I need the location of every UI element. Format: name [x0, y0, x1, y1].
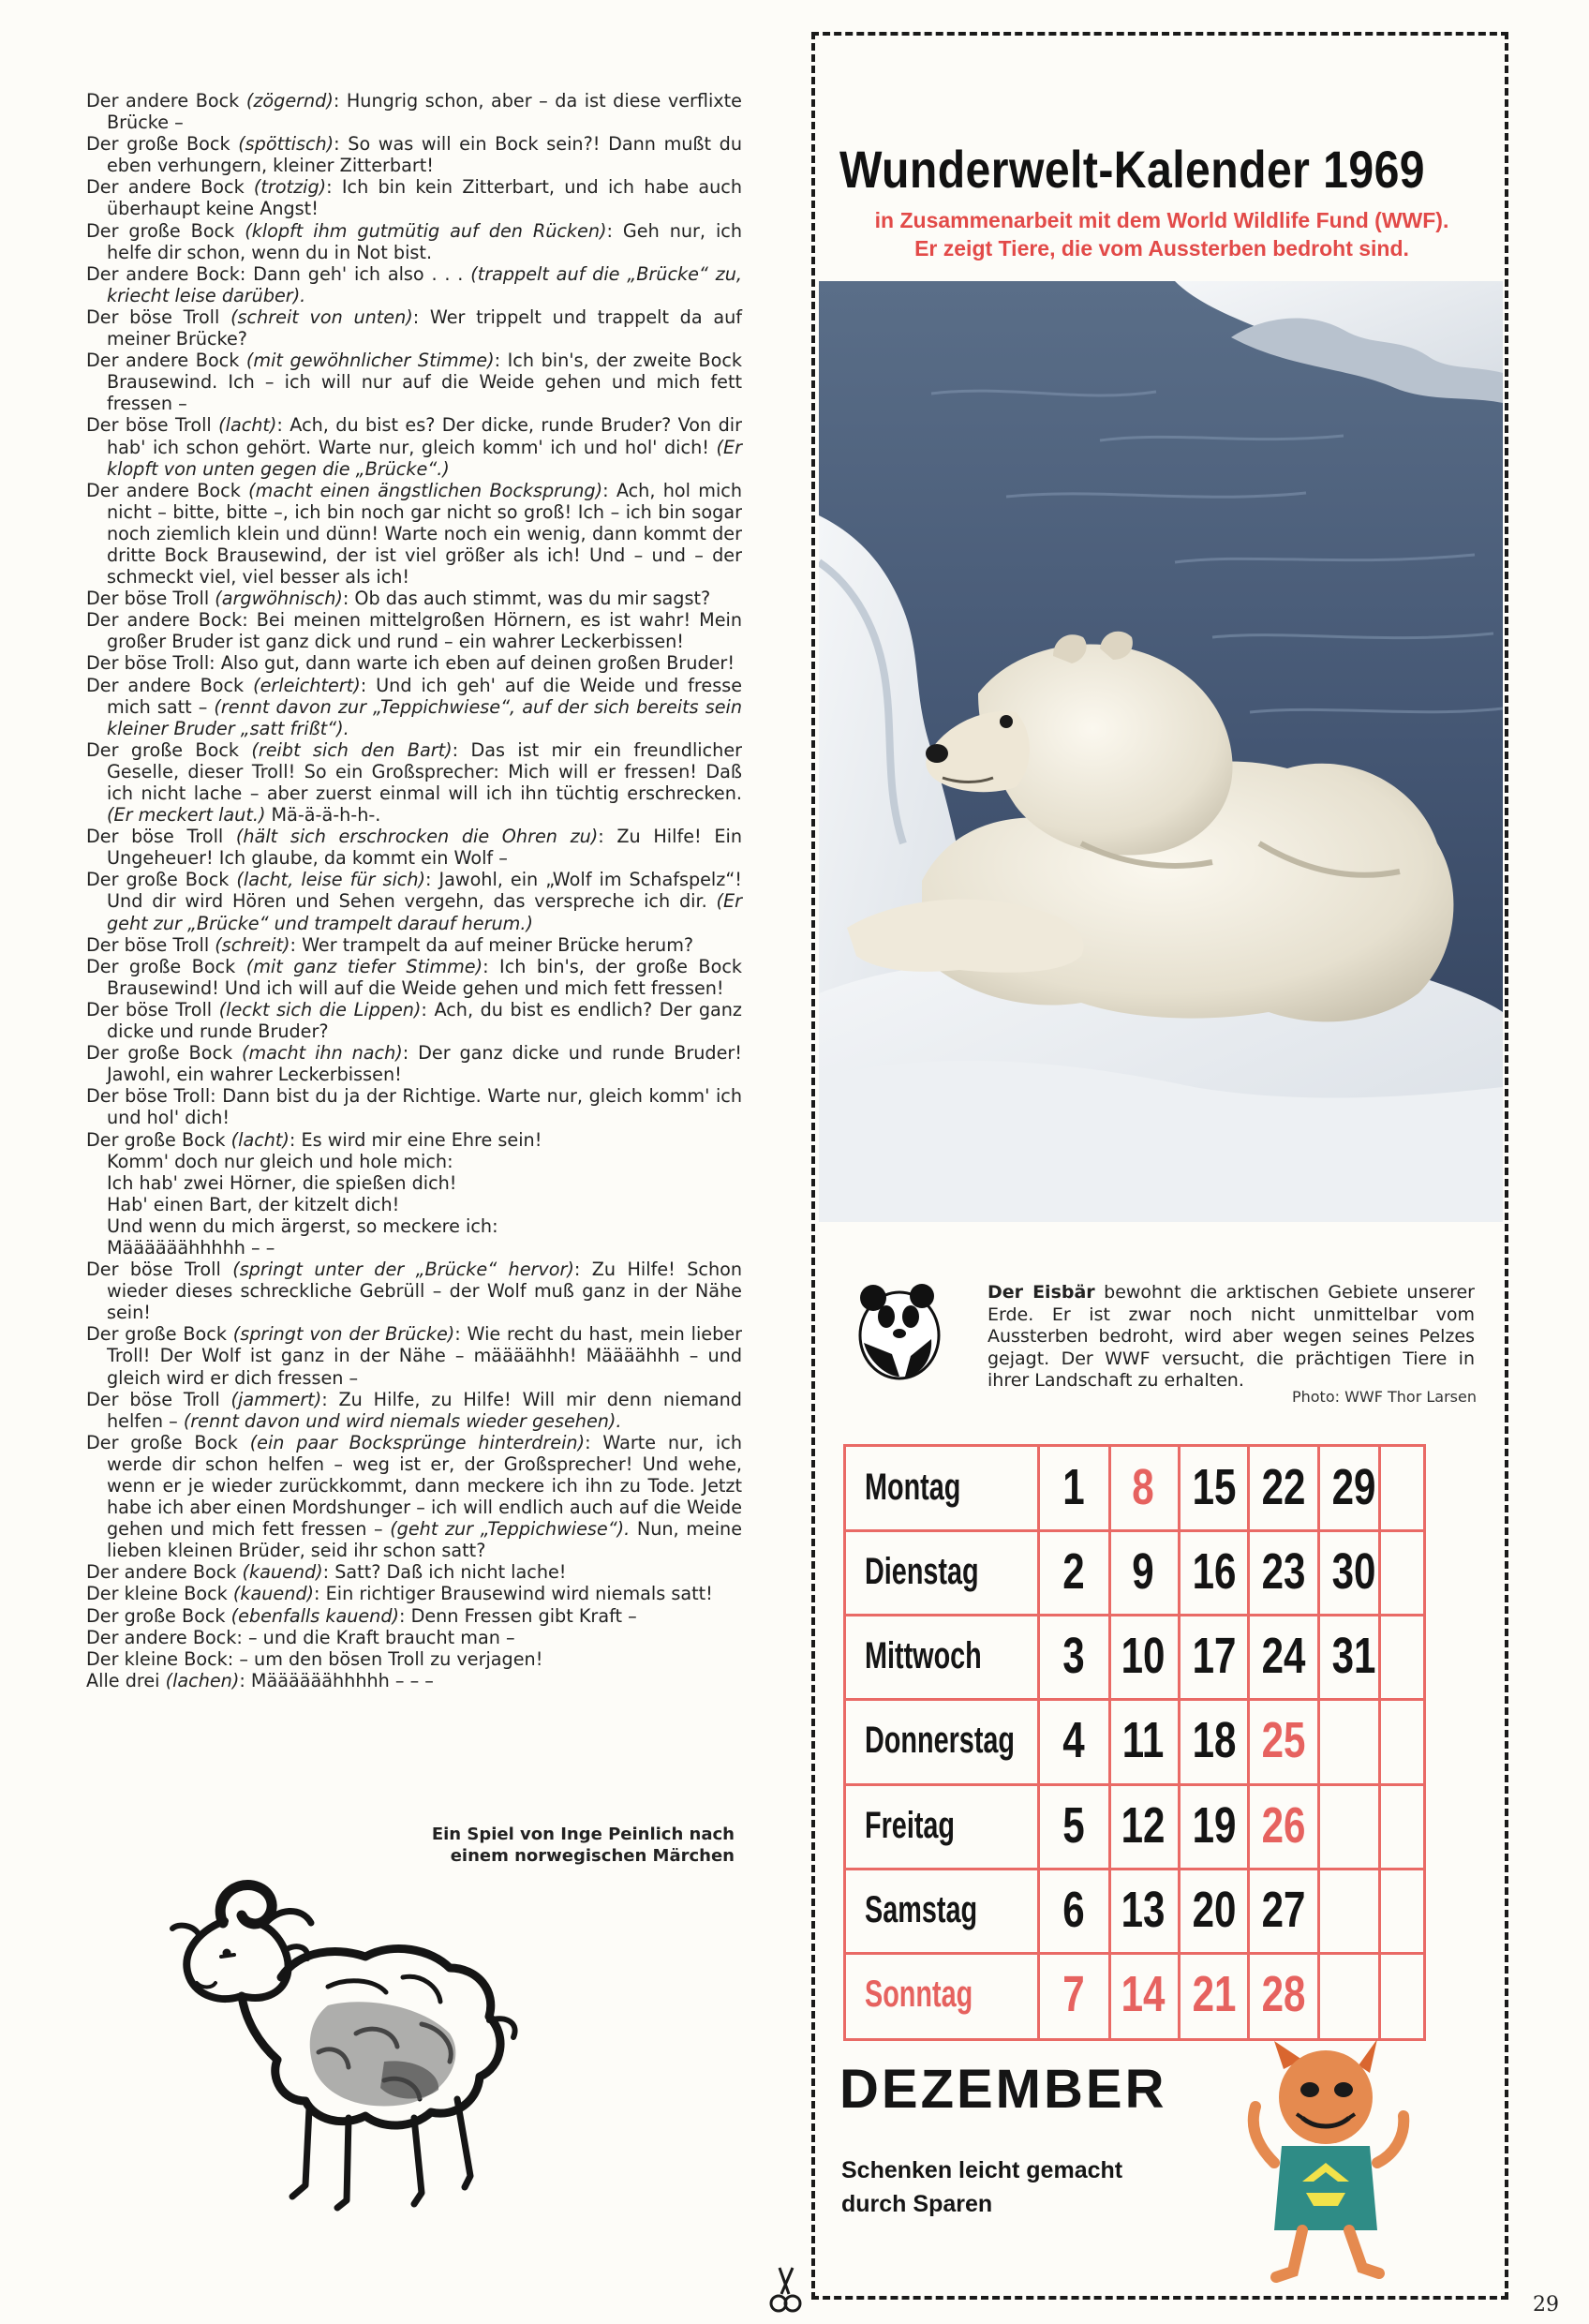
stage-direction: (springt von der Brücke): [232, 1323, 455, 1346]
grid-row-line: [846, 1529, 1423, 1532]
dialogue-text: : Wer trippelt und trappelt da auf meiner Brücke?: [107, 305, 742, 350]
dialogue-text: : Satt? Daß ich nicht lache!: [322, 1561, 567, 1584]
dialogue-text: : Määäääähhhhh – – –: [239, 1669, 434, 1691]
dialogue-line: [86, 869, 742, 933]
stage-direction: (trotzig): [253, 176, 327, 199]
dialogue-text: : Ich bin's, der große Bock Brausewind! Und ich will auf die Weide gehen und mich fett fressen!: [107, 955, 742, 999]
slogan-line-2: durch Sparen: [841, 2191, 993, 2217]
weekday-label: Freitag: [865, 1804, 956, 1846]
date-cell: 28: [1261, 1965, 1306, 2022]
dialogue-line: [86, 1042, 742, 1085]
speaker-name: Der kleine Bock: [86, 1583, 228, 1605]
calendar-subtitle-line-2: Er zeigt Tiere, die vom Aussterben bedroht sind.: [914, 236, 1409, 261]
date-cell: 9: [1132, 1543, 1154, 1601]
slogan-line-1: Schenken leicht gemacht: [841, 2157, 1123, 2183]
date-cell: 22: [1261, 1459, 1306, 1515]
date-cell: 1: [1062, 1459, 1085, 1515]
calendar-row-mittwoch: [846, 1616, 1423, 1696]
speaker-name: Der andere Bock: [86, 1626, 237, 1648]
savings-mascot-illustration: [1237, 2032, 1415, 2285]
dialogue-line: [86, 1670, 742, 1691]
grid-row-line: [846, 1783, 1423, 1786]
speaker-name: Der große Bock: [86, 1128, 226, 1151]
speaker-name: Der böse Troll: [86, 305, 220, 328]
dialogue-text: : Der ganz dicke und runde Bruder! Jawohl, ein wahrer Leckerbissen!: [107, 1042, 742, 1086]
weekday-label: Dienstag: [865, 1551, 979, 1593]
speaker-name: Der böse Troll: [86, 1388, 220, 1410]
dialogue-text: : Ich bin's, der zweite Bock Brausewind. Ich – ich will nur auf die Weide gehen und mich fett fressen –: [107, 350, 742, 415]
dialogue-text: : Ach, du bist es endlich? Der ganz dicke und runde Bruder?: [107, 998, 742, 1043]
dialogue-text: : Ach, du bist es? Der dicke, runde Bruder? Von dir hab' ich schon gehört. Warte nur, gleich komm' ich und hol' dich!: [107, 414, 742, 458]
stage-direction: (hält sich erschrocken die Ohren zu): [235, 826, 599, 848]
dialogue-text: : Wer trampelt da auf meiner Brücke herum?: [290, 933, 694, 956]
stage-direction: (kauend): [242, 1561, 323, 1584]
dialogue-text: Nun, meine lieben kleinen Brüder, seid ihr schon satt?: [107, 1518, 743, 1562]
date-cell: 7: [1062, 1965, 1085, 2022]
speaker-name: Der andere Bock: [86, 176, 245, 199]
date-cell: [1327, 1785, 1381, 1866]
date-cell: 26: [1261, 1796, 1306, 1854]
dialogue-text: : Dann bist du ja der Richtige. Warte nur, gleich komm' ich und hol' dich!: [107, 1085, 742, 1129]
speaker-name: Der böse Troll: [86, 588, 210, 610]
dialogue-line: [86, 934, 742, 956]
dialogue-line: [86, 1605, 742, 1627]
speaker-name: Der böse Troll: [86, 1259, 221, 1281]
calendar-subtitle-line-1: in Zusammenarbeit mit dem World Wildlife Fund (WWF).: [874, 208, 1449, 232]
stage-direction: (argwöhnisch): [215, 588, 343, 610]
date-cell: 23: [1261, 1543, 1306, 1601]
date-cell: 14: [1121, 1965, 1166, 2022]
dialogue-line: [86, 1561, 742, 1583]
month-title: DEZEMBER: [839, 2059, 1167, 2120]
date-cell: 29: [1331, 1459, 1376, 1515]
dialogue-line: [86, 1627, 742, 1648]
calendar-row-donnerstag: [846, 1700, 1423, 1780]
stage-direction: (zögernd): [245, 90, 334, 112]
speaker-name: Alle drei: [86, 1669, 160, 1691]
stage-direction: (jammert): [230, 1388, 322, 1410]
stage-direction: (lacht): [218, 414, 277, 437]
dialogue-line: [86, 999, 742, 1042]
stage-direction: (trappelt auf die „Brücke“ zu, kriecht leise darüber).: [107, 262, 742, 306]
date-cell: 31: [1331, 1628, 1376, 1685]
date-cell: 25: [1261, 1712, 1306, 1769]
speaker-name: Der große Bock: [86, 1604, 226, 1627]
dialogue-line: [86, 1323, 742, 1388]
stage-direction: (ebenfalls kauend): [230, 1604, 399, 1627]
dialogue-line: [86, 350, 742, 414]
stage-direction: (Er meckert laut.): [107, 804, 266, 827]
stage-direction: (springt unter der „Brücke“ hervor): [232, 1259, 574, 1281]
stage-direction: (erleichtert): [253, 674, 361, 696]
speaker-name: Der andere Bock: [86, 262, 240, 285]
date-cell: 10: [1121, 1628, 1166, 1685]
savings-slogan: [841, 2153, 1151, 2221]
verse-line: Hab' einen Bart, der kitzelt dich!: [107, 1193, 400, 1215]
dialogue-text: : Zu Hilfe! Schon wieder dieses schreckliche Gebrüll – der Wolf muß ganz in der Nähe sein!: [107, 1259, 743, 1324]
dialogue-line: [86, 480, 742, 588]
dialogue-text: : Bei meinen mittelgroßen Hörnern, es ist wahr! Mein großer Bruder ist ganz dick und rund – ein wahrer Leckerbissen!: [107, 609, 743, 653]
date-cell: 30: [1331, 1543, 1376, 1601]
dialogue-line: [86, 1129, 742, 1151]
verse-line: Ich hab' zwei Hörner, die spießen dich!: [107, 1171, 457, 1194]
speaker-name: Der große Bock: [86, 219, 235, 242]
speaker-name: Der andere Bock: [86, 1561, 237, 1584]
calendar-row-dienstag: [846, 1531, 1423, 1612]
dialogue-text: : Ein richtiger Brausewind wird niemals satt!: [314, 1583, 713, 1605]
stage-direction: (lacht): [230, 1128, 290, 1151]
dialogue-text: : Also gut, dann warte ich eben auf deinen großen Bruder!: [209, 652, 735, 675]
calendar-row-sonntag: [846, 1954, 1423, 2034]
date-cell: 16: [1192, 1543, 1237, 1601]
dialogue-text: : Ich bin kein Zitterbart, und ich habe auch überhaupt keine Angst!: [107, 176, 742, 220]
dialogue-text: : Das ist mir ein freundlicher Geselle, dieser Troll! So ein Großsprecher: Mich will er fressen! Daß ich nicht lache – aber zuerst einmal will ich ihn tüchtig erschrecken.: [107, 738, 743, 804]
speaker-name: Der andere Bock: [86, 674, 245, 696]
date-cell: 24: [1261, 1628, 1306, 1685]
verse-line: Und wenn du mich ärgerst, so meckere ich:: [107, 1214, 498, 1237]
wwf-panda-logo-icon: [851, 1279, 944, 1382]
grid-row-line: [846, 1868, 1423, 1870]
date-cell: 12: [1121, 1796, 1166, 1854]
date-cell: 13: [1121, 1881, 1166, 1938]
photo-credit: Photo: WWF Thor Larsen: [1291, 1388, 1477, 1406]
calendar-row-montag: [846, 1447, 1423, 1527]
stage-direction: (macht ihn nach): [242, 1042, 403, 1065]
calendar-grid: [843, 1444, 1426, 2041]
speaker-name: Der andere Bock: [86, 350, 240, 372]
date-cell: [1327, 1870, 1381, 1950]
calendar-subtitle: [843, 206, 1480, 262]
dialogue-line: [86, 176, 742, 219]
dialogue-line: [86, 826, 742, 869]
dialogue-line: [86, 675, 742, 739]
calendar-row-samstag: [846, 1870, 1423, 1950]
speaker-name: Der große Bock: [86, 738, 240, 761]
credit-line-2: einem norwegischen Märchen: [450, 1846, 735, 1866]
speaker-name: Der große Bock: [86, 869, 230, 891]
dialogue-line: [86, 1389, 742, 1432]
stage-direction: (leckt sich die Lippen): [218, 998, 422, 1020]
calendar-row-freitag: [846, 1785, 1423, 1866]
date-cell: 17: [1192, 1628, 1237, 1685]
speaker-name: Der große Bock: [86, 955, 236, 977]
date-cell: 2: [1062, 1543, 1085, 1601]
grid-row-line: [846, 1698, 1423, 1701]
scissors-icon: [766, 2266, 804, 2315]
dialogue-line: [86, 1085, 742, 1128]
date-cell: 20: [1192, 1881, 1237, 1938]
dialogue-line: [86, 956, 742, 999]
credit-line-1: Ein Spiel von Inge Peinlich nach: [431, 1825, 735, 1844]
dialogue-line: [86, 263, 742, 306]
speaker-name: Der böse Troll: [86, 1085, 211, 1108]
stage-direction: (spöttisch): [238, 133, 334, 156]
dialogue-line: [86, 1583, 742, 1604]
dialogue-text: : Warte nur, ich werde dir schon helfen – weg ist er, der Großsprecher! Und wehe, wenn er je wieder zurückkommt, dann meckere ich ihn zu Tode. Jetzt habe ich aber einen Mordshunger – ich will endlich auch auf die Weide gehen und mich fett fressen –: [107, 1431, 742, 1541]
dialogue-line: [86, 133, 742, 176]
dialogue-text: : Und ich geh' auf die Weide und fresse mich satt –: [107, 674, 742, 718]
date-cell: 4: [1062, 1712, 1085, 1769]
dialogue-text: Mä-ä-ä-h-h-.: [265, 804, 381, 827]
calendar-title: Wunderwelt-Kalender 1969: [839, 140, 1426, 199]
date-cell: 8: [1132, 1459, 1154, 1515]
dialogue-line: [86, 588, 742, 609]
dialogue-text: : Ob das auch stimmt, was du mir sagst?: [342, 588, 711, 610]
stage-direction: (reibt sich den Bart): [251, 738, 453, 761]
verse-line: Komm' doch nur gleich und hole mich:: [107, 1150, 453, 1172]
stage-direction: (mit ganz tiefer Stimme): [245, 955, 483, 977]
weekday-label: Samstag: [865, 1888, 978, 1930]
dialogue-text: : Jawohl, ein „Wolf im Schafspelz“! Und dir wird Hören und Sehen vergehn, das verspreche ich dir.: [107, 869, 742, 913]
grid-row-line: [846, 1614, 1423, 1616]
dialogue-text: : – um den bösen Troll zu verjagen!: [227, 1647, 543, 1670]
date-cell: 15: [1192, 1459, 1237, 1515]
polar-bear-photo: [819, 281, 1503, 1222]
dialogue-line: [86, 306, 742, 350]
verse-line: Määäääähhhhh – –: [107, 1236, 275, 1259]
dialogue-text: : Wie recht du hast, mein lieber Troll! Der Wolf ist ganz in der Nähe – määäähhh! Määäähhh – und gleich wird er dich fressen –: [107, 1323, 742, 1389]
date-cell: 6: [1062, 1881, 1085, 1938]
date-cell: 27: [1261, 1881, 1306, 1938]
date-cell: [1327, 1954, 1381, 2034]
stage-direction: (mit gewöhnlicher Stimme): [245, 350, 495, 372]
dialogue-line: [86, 1648, 742, 1670]
stage-direction: (macht einen ängstlichen Bocksprung): [248, 479, 603, 501]
dialogue-text: : Zu Hilfe, zu Hilfe! Will mir denn niemand helfen –: [107, 1388, 742, 1432]
speaker-name: Der große Bock: [86, 1323, 227, 1346]
dialogue-line: [86, 1432, 742, 1562]
dialogue-text: : Denn Fressen gibt Kraft –: [399, 1604, 637, 1627]
date-cell: 5: [1062, 1796, 1085, 1854]
stage-direction: (rennt davon zur „Teppichwiese“, auf der sich bereits sein kleiner Bruder „satt frißt“).: [107, 695, 742, 739]
caption-text: bewohnt die arktischen Gebiete unserer Erde. Er ist zwar noch nicht unmittelbar vom Aussterben bedroht, wird aber wegen seines Pelzes gejagt. Der WWF versucht, die prächtigen Tiere in ihrer Landschaft zu erhalten.: [988, 1282, 1475, 1392]
speaker-name: Der böse Troll: [86, 933, 210, 956]
stage-direction: (Er klopft von unten gegen die „Brücke“.): [107, 436, 742, 480]
dialogue-line: [86, 652, 742, 674]
stage-direction: (kauend): [232, 1583, 315, 1605]
caption-subject: Der Eisbär: [988, 1282, 1095, 1303]
speaker-name: Der große Bock: [86, 1042, 233, 1065]
speaker-name: Der andere Bock: [86, 609, 243, 632]
dialogue-text: : Zu Hilfe! Ein Ungeheuer! Ich glaube, da kommt ein Wolf –: [107, 826, 742, 870]
photo-caption: [988, 1282, 1475, 1393]
speaker-name: Der andere Bock: [86, 479, 241, 501]
weekday-label: Mittwoch: [865, 1635, 982, 1677]
dialogue-text: : Es wird mir eine Ehre sein!: [289, 1128, 542, 1151]
date-cell: 3: [1062, 1628, 1085, 1685]
stage-direction: (ein paar Bocksprünge hinterdrein): [249, 1431, 586, 1453]
speaker-name: Der andere Bock: [86, 90, 240, 112]
speaker-name: Der böse Troll: [86, 826, 224, 848]
weekday-label: Sonntag: [865, 1973, 973, 2015]
speaker-name: Der kleine Bock: [86, 1647, 228, 1670]
stage-direction: (Er geht zur „Brücke“ und trampelt darauf herum.): [107, 890, 742, 934]
date-cell: 21: [1192, 1965, 1237, 2022]
stage-direction: (klopft ihm gutmütig auf den Rücken): [245, 219, 607, 242]
stage-direction: (schreit von unten): [230, 305, 413, 328]
play-text: [86, 90, 742, 1691]
dialogue-text: : Dann geh' ich also . . .: [239, 262, 471, 285]
speaker-name: Der große Bock: [86, 133, 230, 156]
dialogue-text: : Hungrig schon, aber – da ist diese verflixte Brücke –: [107, 90, 742, 134]
dialogue-text: : Geh nur, ich helfe dir schon, wenn du in Not bist.: [107, 219, 743, 263]
date-cell: 19: [1192, 1796, 1237, 1854]
stage-direction: (geht zur „Teppichwiese“).: [390, 1518, 631, 1541]
speaker-name: Der große Bock: [86, 1431, 238, 1453]
dialogue-line: [86, 220, 742, 263]
dialogue-line: [86, 739, 742, 826]
grid-row-line: [846, 1952, 1423, 1955]
sheep-illustration: [141, 1837, 553, 2230]
weekday-label: Montag: [865, 1467, 961, 1508]
stage-direction: (rennt davon und wird niemals wieder gesehen).: [183, 1409, 622, 1432]
stage-direction: (schreit): [215, 933, 290, 956]
speaker-name: Der böse Troll: [86, 414, 212, 437]
dialogue-text: : Ach, hol mich nicht – bitte, bitte –, ich bin noch gar nicht so groß! Ich – ich bin sogar noch ziemlich klein und dünn! Warte noch ein wenig, dann kommt der dritte Bock Brausewind, der ist viel größer als ich! Und – und – der schmeckt viel, viel besser als ich!: [107, 479, 742, 588]
speaker-name: Der böse Troll: [86, 998, 213, 1020]
page-number: 29: [1533, 2293, 1559, 2317]
dialogue-line: [86, 609, 742, 652]
weekday-label: Donnerstag: [865, 1720, 1016, 1762]
dialogue-text: : So was will ein Bock sein?! Dann mußt du eben verhungern, kleiner Zitterbart!: [107, 133, 742, 177]
stage-direction: (lacht, leise für sich): [236, 869, 425, 891]
speaker-name: Der böse Troll: [86, 652, 210, 675]
dialogue-line: [86, 1259, 742, 1323]
stage-direction: (lachen): [165, 1669, 240, 1691]
date-cell: 18: [1192, 1712, 1237, 1769]
dialogue-text: : – und die Kraft braucht man –: [236, 1626, 515, 1648]
date-cell: 11: [1121, 1712, 1165, 1769]
dialogue-line: [86, 414, 742, 479]
dialogue-line: [86, 90, 742, 133]
date-cell: [1327, 1700, 1381, 1780]
